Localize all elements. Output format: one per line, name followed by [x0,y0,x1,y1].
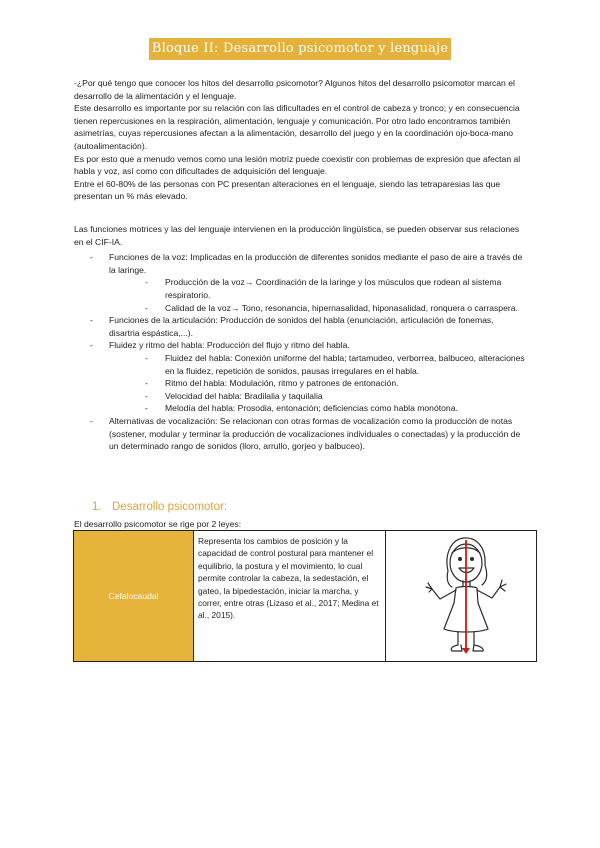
list-item [74,251,526,314]
page-title: Bloque II: Desarrollo psicomotor y lenguaje [149,38,451,60]
list-item [74,415,526,453]
sub-list-item: - Velocidad del habla: Bradilalia y taquilalia [109,390,526,403]
section-title: Desarrollo psicomotor: [112,501,228,513]
list-item-text: Fluidez y ritmo del habla: Producción del flujo y ritmo del habla. [109,340,350,351]
list-item-text: Funciones de la articulación: Producción de sonidos del habla (enunciación, articulación de fonemas, disartria espástica,...). [109,315,494,338]
law-image-cell [386,531,537,662]
list-item-text: Alternativas de vocalización: Se relacionan con otras formas de vocalización como la producción de notas (sostener, modular y terminar la producción de vocalizaciones individuales o conectadas) y la producción de un determinado rango de sonidos (lloro, arrullo, gorjeo y balbuceo). [109,415,521,452]
list-item [74,339,526,415]
intro-paragraph: Este desarrollo es importante por su relación con las dificultades en el control de cabeza y tronco; y en consecuencia tienen repercusiones en la respiración, alimentación, lenguaje y comunicación. Por otro lado encontramos también asimetrías, cuyas repercusiones afectan a la alimentación, desarrollo del juego y en la coordinación ojo-boca-mano (autoalimentación). [74,103,520,151]
sub-list-item: - Producción de la voz→ Coordinación de la laringe y los músculos que rodean al sistema respiratorio. [109,276,526,301]
sub-list [109,276,526,314]
title-wrapper [0,38,600,60]
law-name-cell: Cefalocaudal [74,531,194,662]
section-heading [92,501,227,513]
law-description-cell: Representa los cambios de posición y la capacidad de control postural para mantener el equilibrio, la postura y el movimiento, lo cual permite controlar la cabeza, la sedestación, el gateo, la bipedestación, iniciar la marcha, y correr, entre otras (Lizaso et al., 2017; Medina et al., 2015). [194,531,386,662]
sub-list-item: - Ritmo del habla: Modulación, ritmo y patrones de entonación. [109,377,526,390]
sub-list-item: - Fluidez del habla: Conexión uniforme del habla; tartamudeo, verborrea, balbuceo, alteraciones en la fluidez, repetición de sonidos, pausas irregulares en el habla. [109,352,526,377]
sub-list-item: - Melodía del habla: Prosodia, entonación; deficiencias como habla monótona. [109,402,526,415]
sub-list [109,352,526,415]
laws-table [73,530,537,662]
laws-intro: El desarrollo psicomotor se rige por 2 leyes: [74,519,242,529]
functions-list [74,251,526,453]
intro-paragraph: Entre el 60-80% de las personas con PC presentan alteraciones en el lenguaje, siendo las tetraparesias las que presentan un % más elevado. [74,178,501,202]
intro-paragraph: Es por esto que a menudo vemos como una lesión motriz puede coexistir con problemas de expresión que afectan al habla y voz, así como con dificultades de adquisición del lenguaje. [74,153,521,177]
child-cephalocaudal-illustration-icon [386,531,536,661]
sub-list-item: - Calidad de la voz→ Tono, resonancia, hipernasalidad, hiponasalidad, ronquera o carraspera. [109,302,526,315]
intro-section [74,77,526,203]
functions-intro: Las funciones motrices y las del lenguaje intervienen en la producción lingüística, se pueden observar sus relaciones en el CIF-IA. [74,224,520,247]
section-number: 1. [92,501,102,513]
table-row [74,531,537,662]
intro-paragraph: -¿Por qué tengo que conocer los hitos del desarrollo psicomotor? Algunos hitos del desarrollo psicomotor marcan el desarrollo de la alimentación y el lenguaje. [74,78,515,101]
list-item-text: Funciones de la voz: Implicadas en la producción de diferentes sonidos mediante el paso de aire a través de la laringe. [109,252,523,275]
list-item [74,314,526,339]
functions-section [74,223,526,453]
